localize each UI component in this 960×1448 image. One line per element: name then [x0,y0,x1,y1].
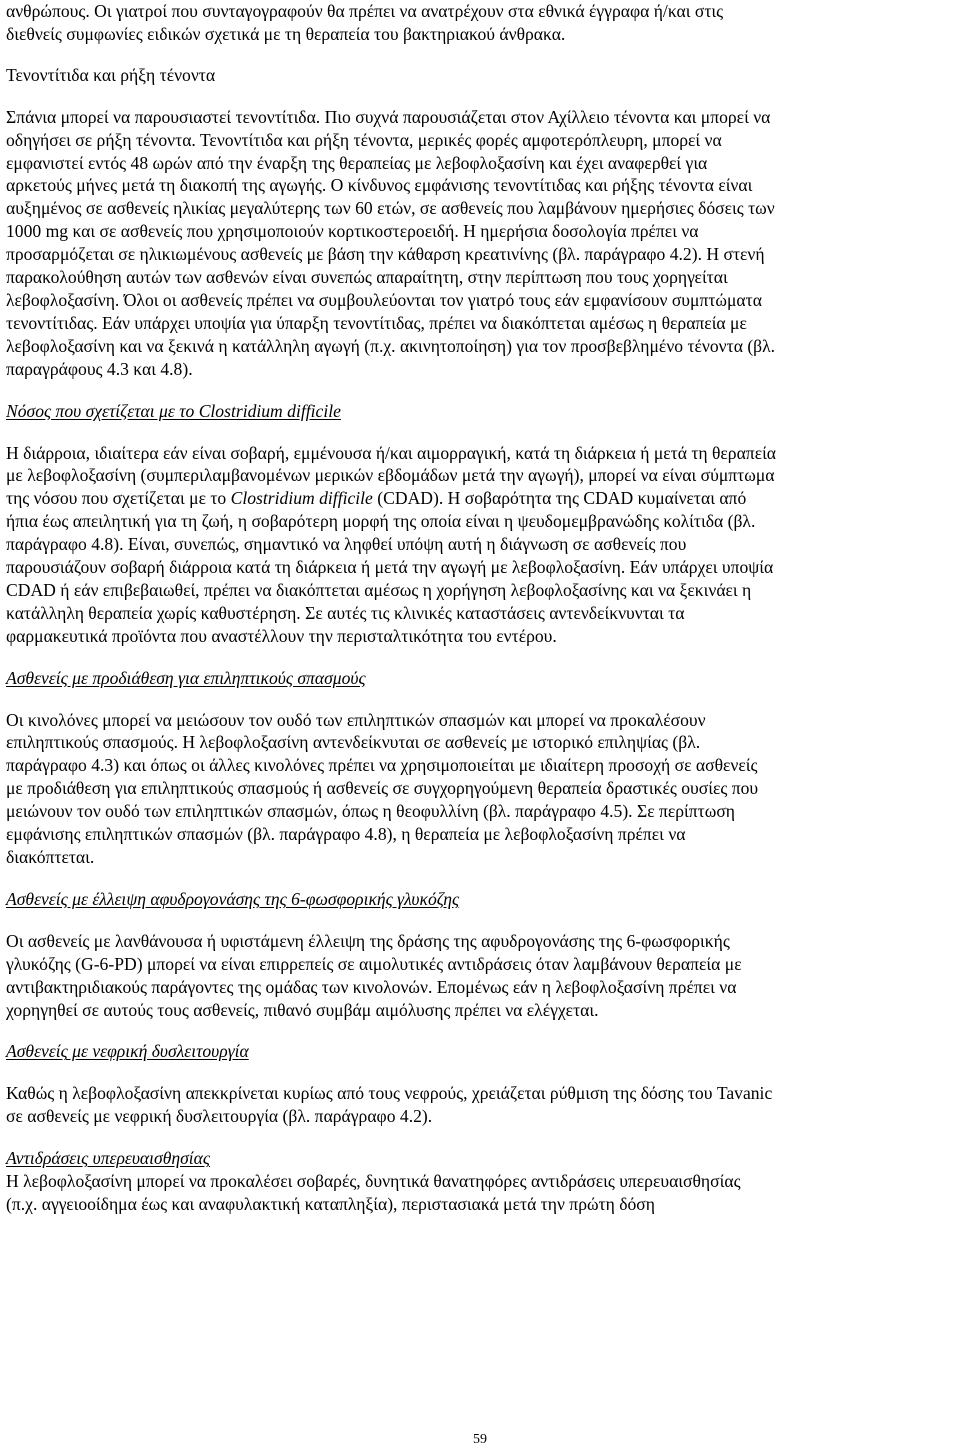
text-line: (π.χ. αγγειοοίδημα έως και αναφυλακτική καταπληξία), περιστασιακά μετά την πρώτη δόση [6,1193,655,1214]
text-line: επιληπτικούς σπασμούς. Η λεβοφλοξασίνη αντενδείκνυται σε ασθενείς με ιστορικό επιληψίας (βλ. [6,732,701,753]
text-line: Οι ασθενείς με λανθάνουσα ή υφιστάμενη έλλειψη της δράσης της αφυδρογονάσης της 6-φωσφορικής [6,930,730,951]
text-line: προσαρμόζεται σε ηλικιωμένους ασθενείς με βάση την κάθαρση κρεατινίνης (βλ. παράγραφο 4.2). Η στενή [6,244,765,265]
text-line: Οι κινολόνες μπορεί να μειώσουν τον ουδό των επιληπτικών σπασμών και μπορεί να προκαλέσουν [6,709,706,730]
text-line: σε ασθενείς με νεφρική δυσλειτουργία (βλ. παράγραφο 4.2). [6,1106,433,1127]
section-heading-renal: Ασθενείς με νεφρική δυσλειτουργία [6,1041,249,1062]
text-line: διακόπτεται. [6,847,95,867]
text-segment: της νόσου που σχετίζεται με το [6,488,231,509]
section-heading-g6pd: Ασθενείς με έλλειψη αφυδρογονάσης της 6-φωσφορικής γλυκόζης [6,888,460,909]
clostridium-paragraph [6,442,952,648]
text-line: αρκετούς μήνες μετά τη διακοπή της αγωγής. Ο κίνδυνος εμφάνισης τενοντίτιδας και ρήξης τένοντα είναι [6,175,753,196]
intro-paragraph [6,0,952,46]
document-body [6,0,952,1216]
hypersensitivity-paragraph [6,1170,952,1216]
text-line: τενοντίτιδας. Εάν υπάρχει υποψία για ύπαρξη τενοντίτιδας, πρέπει να διακόπτεται αμέσως η θεραπεία με [6,312,747,333]
text-line: αντιβακτηριδιακούς παράγοντες της ομάδας των κινολονών. Επομένως εάν η λεβοφλοξασίνη πρέπει να [6,976,737,997]
text-line: με λεβοφλοξασίνη (συμπεριλαμβανομένων μερικών εβδομάδων μετά την αγωγή), μπορεί να είναι σύμπτωμα [6,465,775,486]
text-line: Η διάρροια, ιδιαίτερα εάν είναι σοβαρή, εμμένουσα ή/και αιμορραγική, κατά τη διάρκεια ή μετά τη θεραπεία [6,442,777,463]
text-line: λεβοφλοξασίνη. Όλοι οι ασθενείς πρέπει να συμβουλεύονται τον γιατρό τους εάν εμφανίσουν συμπτώματα [6,289,762,310]
text-line: με προδιάθεση για επιληπτικούς σπασμούς ή ασθενείς σε συγχορηγούμενη θεραπεία δραστικές ουσίες που [6,778,759,799]
text-line: Σπάνια μπορεί να παρουσιαστεί τενοντίτιδα. Πιο συχνά παρουσιάζεται στον Αχίλλειο τένοντα και μπορεί να [6,106,771,127]
text-line: παρακολούθηση αυτών των ασθενών είναι συνεπώς απαραίτητη, στην περίπτωση που τους χορηγείται [6,267,728,288]
text-line: παράγραφο 4.3) και όπως οι άλλες κινολόνες πρέπει να χρησιμοποιείται με ιδιαίτερη προσοχή σε ασθενείς [6,755,758,776]
text-line: μειώνουν τον ουδό των επιληπτικών σπασμών, όπως η θεοφυλλίνη (βλ. παράγραφο 4.5). Σε περίπτωση [6,801,735,822]
text-line: ήπια έως απειλητική για τη ζωή, η σοβαρότερη μορφή της οποία είναι η ψευδομεμβρανώδης κολίτιδα (βλ. [6,511,756,532]
section-heading-tendinitis: Τενοντίτιδα και ρήξη τένοντα [6,64,216,85]
text-line: αυξημένος σε ασθενείς ηλικίας μεγαλύτερης των 60 ετών, σε ασθενείς που λαμβάνουν ημερήσιες δόσεις των [6,198,775,219]
section-heading-clostridium: Νόσος που σχετίζεται με το Clostridium difficile [6,400,341,421]
text-line: Η λεβοφλοξασίνη μπορεί να προκαλέσει σοβαρές, δυνητικά θανατηφόρες αντιδράσεις υπερευαισθησίας [6,1171,741,1192]
text-line: φαρμακευτικά προϊόντα που αναστέλλουν την περισταλτικότητα του εντέρου. [6,625,557,646]
text-line: χορηγηθεί σε αυτούς τους ασθενείς, πιθανό συμβάμ αιμόλυσης πρέπει να ελέγχεται. [6,999,599,1020]
text-line: 1000 mg και σε ασθενείς που χρησιμοποιούν κορτικοστεροειδή. Η ημερήσια δοσολογία πρέπει να [6,221,699,242]
tendinitis-paragraph [6,106,952,381]
text-line: οδηγήσει σε ρήξη τένοντα. Τενοντίτιδα και ρήξη τένοντα, μερικές φορές αμφοτερόπλευρη, μπορεί να [6,129,722,150]
text-line: εμφάνισης επιληπτικών σπασμών (βλ. παράγραφο 4.8), η θεραπεία με λεβοφλοξασίνη πρέπει να [6,824,686,845]
section-heading-hypersensitivity: Αντιδράσεις υπερευαισθησίας [6,1148,211,1169]
section-heading-seizures: Ασθενείς με προδιάθεση για επιληπτικούς σπασμούς [6,667,366,688]
text-line: παράγραφο 4.8). Είναι, συνεπώς, σημαντικό να ληφθεί υπόψη αυτή η διάγνωση σε ασθενείς που [6,534,687,555]
organism-name: Clostridium difficile [230,488,373,509]
g6pd-paragraph [6,930,952,1022]
renal-paragraph [6,1082,952,1128]
text-line: Καθώς η λεβοφλοξασίνη απεκκρίνεται κυρίως από τους νεφρούς, χρειάζεται ρύθμιση της δόσης του Tavanic [6,1083,773,1104]
text-line: παρουσιάζουν σοβαρή διάρροια κατά τη διάρκεια ή μετά την αγωγή με λεβοφλοξασίνη. Εάν υπάρχει υποψία [6,557,774,578]
text-line: ανθρώπους. Οι γιατροί που συνταγογραφούν θα πρέπει να ανατρέχουν στα εθνικά έγγραφα ή/και στις [6,1,724,21]
seizures-paragraph [6,709,952,869]
text-line: κατάλληλη θεραπεία χωρίς καθυστέρηση. Σε αυτές τις κλινικές καταστάσεις αντενδείκνυνται τα [6,602,685,623]
text-segment: (CDAD). Η σοβαρότητα της CDAD κυμαίνεται από [372,488,747,509]
text-line: εμφανιστεί εντός 48 ωρών από την έναρξη της θεραπείας με λεβοφλοξασίνη και έχει αναφερθεί για [6,152,708,173]
text-line: διεθνείς συμφωνίες ειδικών σχετικά με τη θεραπεία του βακτηριακού άνθρακα. [6,23,566,44]
text-line [6,487,952,510]
text-line: λεβοφλοξασίνη και να ξεκινά η κατάλληλη αγωγή (π.χ. ακινητοποίηση) για τον προσβεβλημένο τένοντα (βλ. [6,335,776,356]
text-line: γλυκόζης (G-6-PD) μπορεί να είναι επιρρεπείς σε αιμολυτικές αντιδράσεις όταν λαμβάνουν θεραπεία με [6,953,742,974]
text-line: CDAD ή εάν επιβεβαιωθεί, πρέπει να διακόπτεται αμέσως η χορήγηση λεβοφλοξασίνης και να ξεκινάει η [6,579,752,600]
text-line: παραγράφους 4.3 και 4.8). [6,358,193,379]
page-number: 59 [473,1432,487,1447]
